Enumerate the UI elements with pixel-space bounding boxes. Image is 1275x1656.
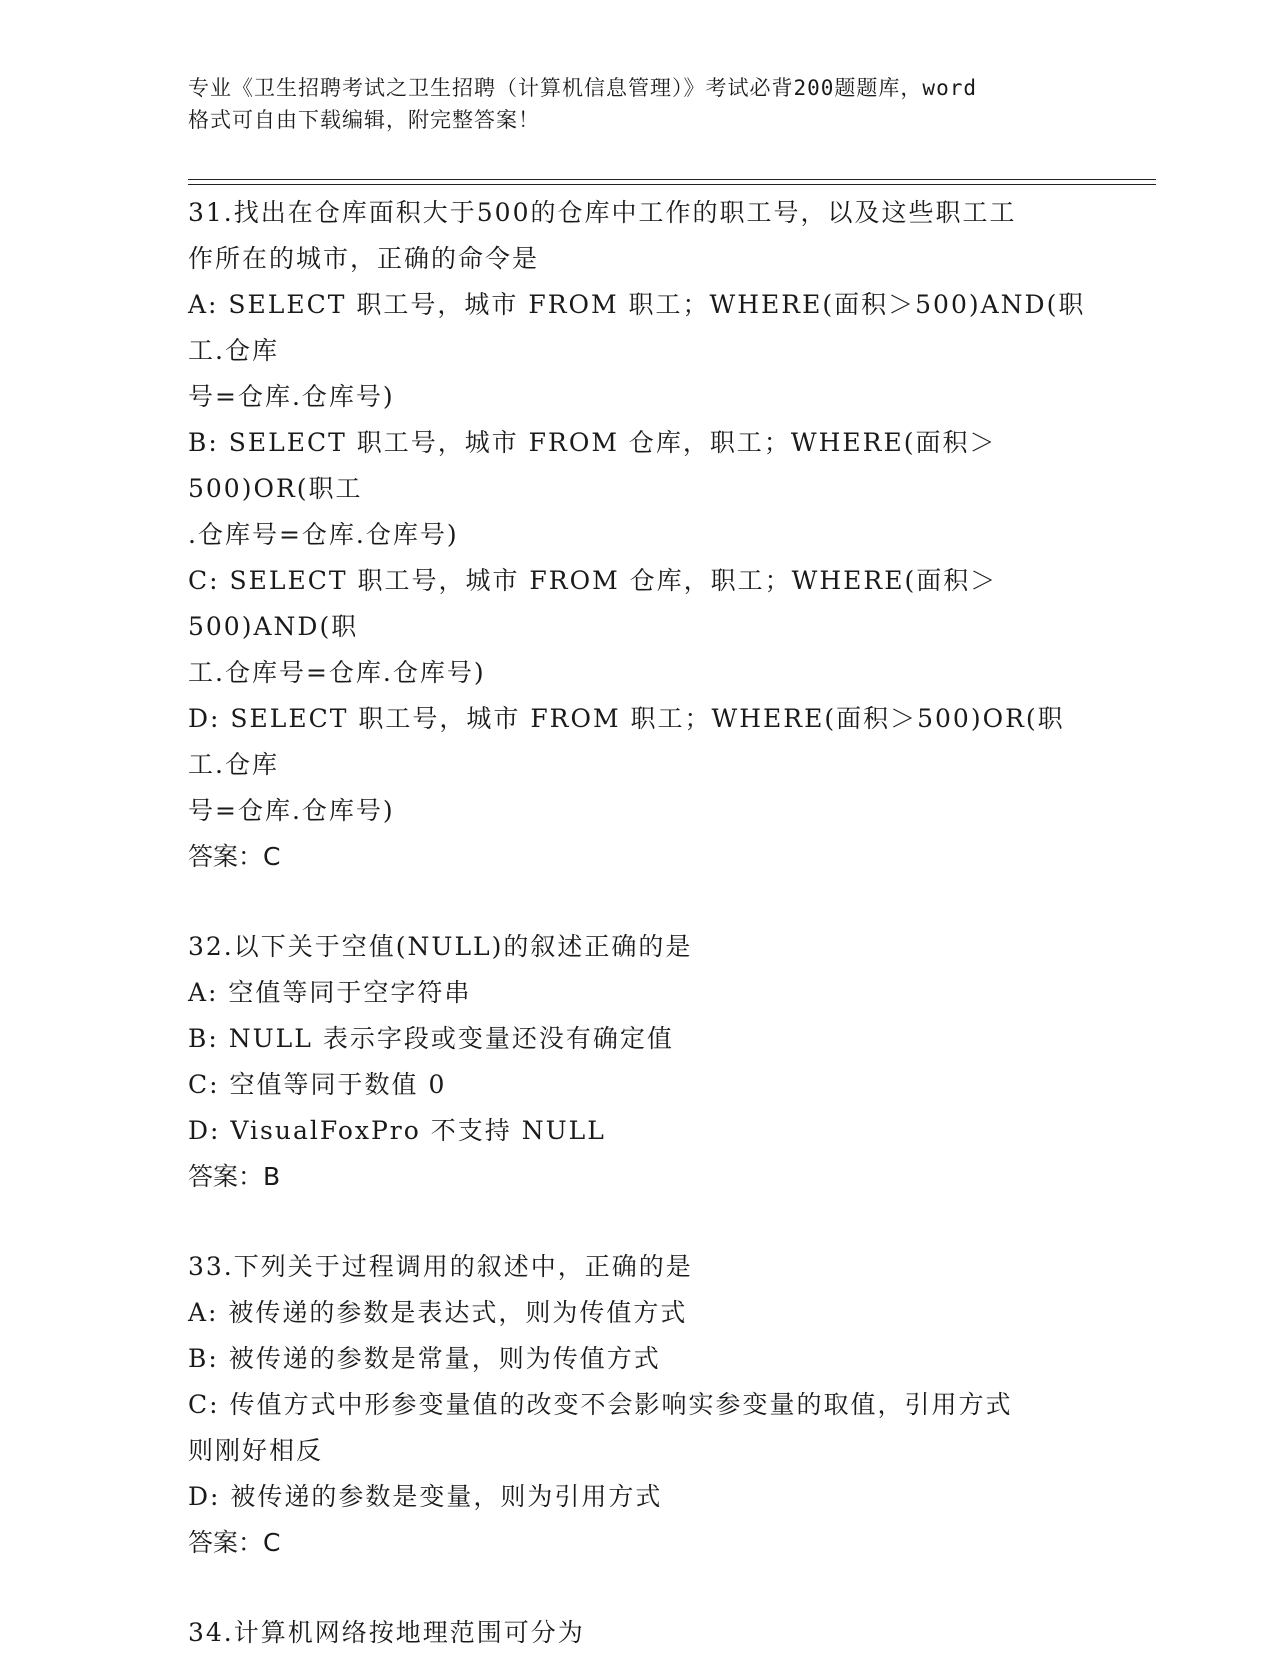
- option-a: A: 被传递的参数是表达式，则为传值方式: [188, 1298, 688, 1327]
- question-32: [188, 924, 1088, 1200]
- question-33: [188, 1244, 1088, 1566]
- question-31: [188, 190, 1088, 880]
- question-list: [188, 190, 1088, 1656]
- option-c: C: SELECT 职工号，城市 FROM 仓库，职工；WHERE(面积＞500)AND(职: [188, 566, 998, 641]
- question-stem: 34.计算机网络按地理范围可分为: [188, 1618, 585, 1647]
- option-b: B: SELECT 职工号，城市 FROM 仓库，职工；WHERE(面积＞500)OR(职工: [188, 428, 997, 503]
- header-title-line-1: 专业《卫生招聘考试之卫生招聘（计算机信息管理）》考试必背200题题库，word: [188, 76, 977, 100]
- option-d: D: SELECT 职工号，城市 FROM 职工；WHERE(面积＞500)OR(职工.仓库: [188, 704, 1065, 779]
- option-b: .仓库号=仓库.仓库号): [188, 520, 459, 549]
- question-34: [188, 1610, 1088, 1656]
- option-c: C: 空值等同于数值 0: [188, 1070, 447, 1099]
- option-d: D: VisualFoxPro 不支持 NULL: [188, 1116, 606, 1145]
- option-a: 号=仓库.仓库号): [188, 382, 395, 411]
- option-a: A: SELECT 职工号，城市 FROM 职工；WHERE(面积＞500)AND(职工.仓库: [188, 290, 1086, 365]
- question-stem: 32.以下关于空值(NULL)的叙述正确的是: [188, 932, 693, 961]
- answer-line: 答案：C: [188, 1528, 281, 1557]
- answer-line: 答案：B: [188, 1162, 281, 1191]
- option-d: 号=仓库.仓库号): [188, 796, 395, 825]
- option-b: B: 被传递的参数是常量，则为传值方式: [188, 1344, 661, 1373]
- header-divider-top: [188, 179, 1156, 180]
- question-stem: 作所在的城市，正确的命令是: [188, 244, 540, 273]
- document-header: [188, 72, 1088, 136]
- header-title-line-2: 格式可自由下载编辑，附完整答案！: [188, 108, 540, 132]
- option-b: B: NULL 表示字段或变量还没有确定值: [188, 1024, 674, 1053]
- option-c: 则刚好相反: [188, 1436, 324, 1465]
- option-c: 工.仓库号=仓库.仓库号): [188, 658, 486, 687]
- option-d: D: 被传递的参数是变量，则为引用方式: [188, 1482, 663, 1511]
- question-stem: 31.找出在仓库面积大于500的仓库中工作的职工号，以及这些职工工: [188, 198, 1017, 227]
- option-c: C: 传值方式中形参变量值的改变不会影响实参变量的取值，引用方式: [188, 1390, 1013, 1419]
- option-a: A: 空值等同于空字符串: [188, 978, 472, 1007]
- question-stem: 33.下列关于过程调用的叙述中，正确的是: [188, 1252, 693, 1281]
- answer-line: 答案：C: [188, 842, 281, 871]
- header-divider-bottom: [188, 184, 1156, 185]
